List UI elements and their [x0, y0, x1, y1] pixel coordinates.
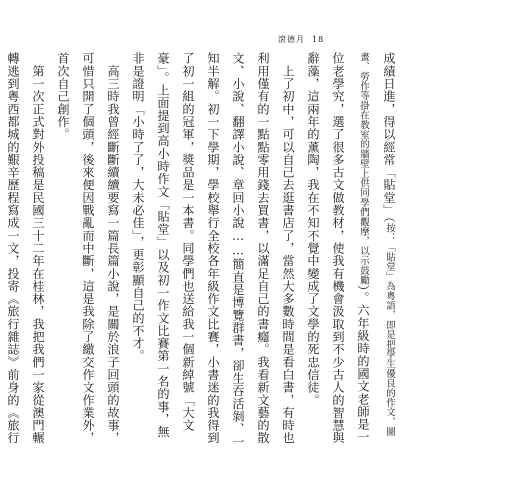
- paragraph-3: [50, 52, 125, 448]
- paragraph-4: [0, 52, 50, 448]
- paragraph-2: [125, 52, 300, 448]
- paragraph-1-text-a: 成績日進，得以經常「貼堂」（: [382, 52, 396, 223]
- running-header: [278, 34, 324, 45]
- page-number: 18: [312, 35, 325, 44]
- paragraph-3-text: 高三時我曾經斷斷續續要寫一篇長篇小說，是關於浪子回頭的故事，可惜只開了個頭，後來便因戰亂而中斷，這是我除了繳交作文作業外，首次自己創作。: [56, 52, 120, 445]
- paragraph-1-text-b: ）。六年級時的國文老師是一位老學究，選了很多古文做教材，使我有機會汲取到不少古人的智慧與辭藻，這兩年的薰陶，我在不知不覺中變成了文學的死忠信徒。: [306, 52, 370, 445]
- paragraph-4-text: 第一次正式對外投稿是民國三十二年在桂林，我把我們一家從澳門輾轉逃到粵西都城的艱辛歷程寫成一文，投寄《旅行雜誌》前身的《旅行: [6, 52, 45, 445]
- vertical-text-block: [0, 52, 402, 448]
- book-title: 滾德月: [278, 35, 305, 44]
- annotation-note: 按：「貼堂」為粵語，即是把學生優良的作文、圖畫、勞作等掛在教室的牆壁上供同學們觀摩，以示鼓勵: [358, 52, 395, 437]
- paragraph-1: [300, 52, 402, 448]
- paragraph-2-text: 上了初中，可以自己去逛書店了，當然大多數時間是看白書，有時也利用僅有的一點點零用錢去買書，以滿足自己的書癮。我看新文藝的散文、小說、翻譯小說、章回小說……簡直是博覽群書，卻生吞活剝、一知半解。初一下學期，學校舉行全校各年級作文比賽，小書迷的我得到了初一組的冠軍，獎品是一本書。同學們也送給我一個新綽號「大文豪」。上面提到高小時作文「貼堂」以及初一作文比賽第一名的事，無非是證明「小時了了，大未必佳」，更彰顯自己的不才。: [131, 52, 295, 448]
